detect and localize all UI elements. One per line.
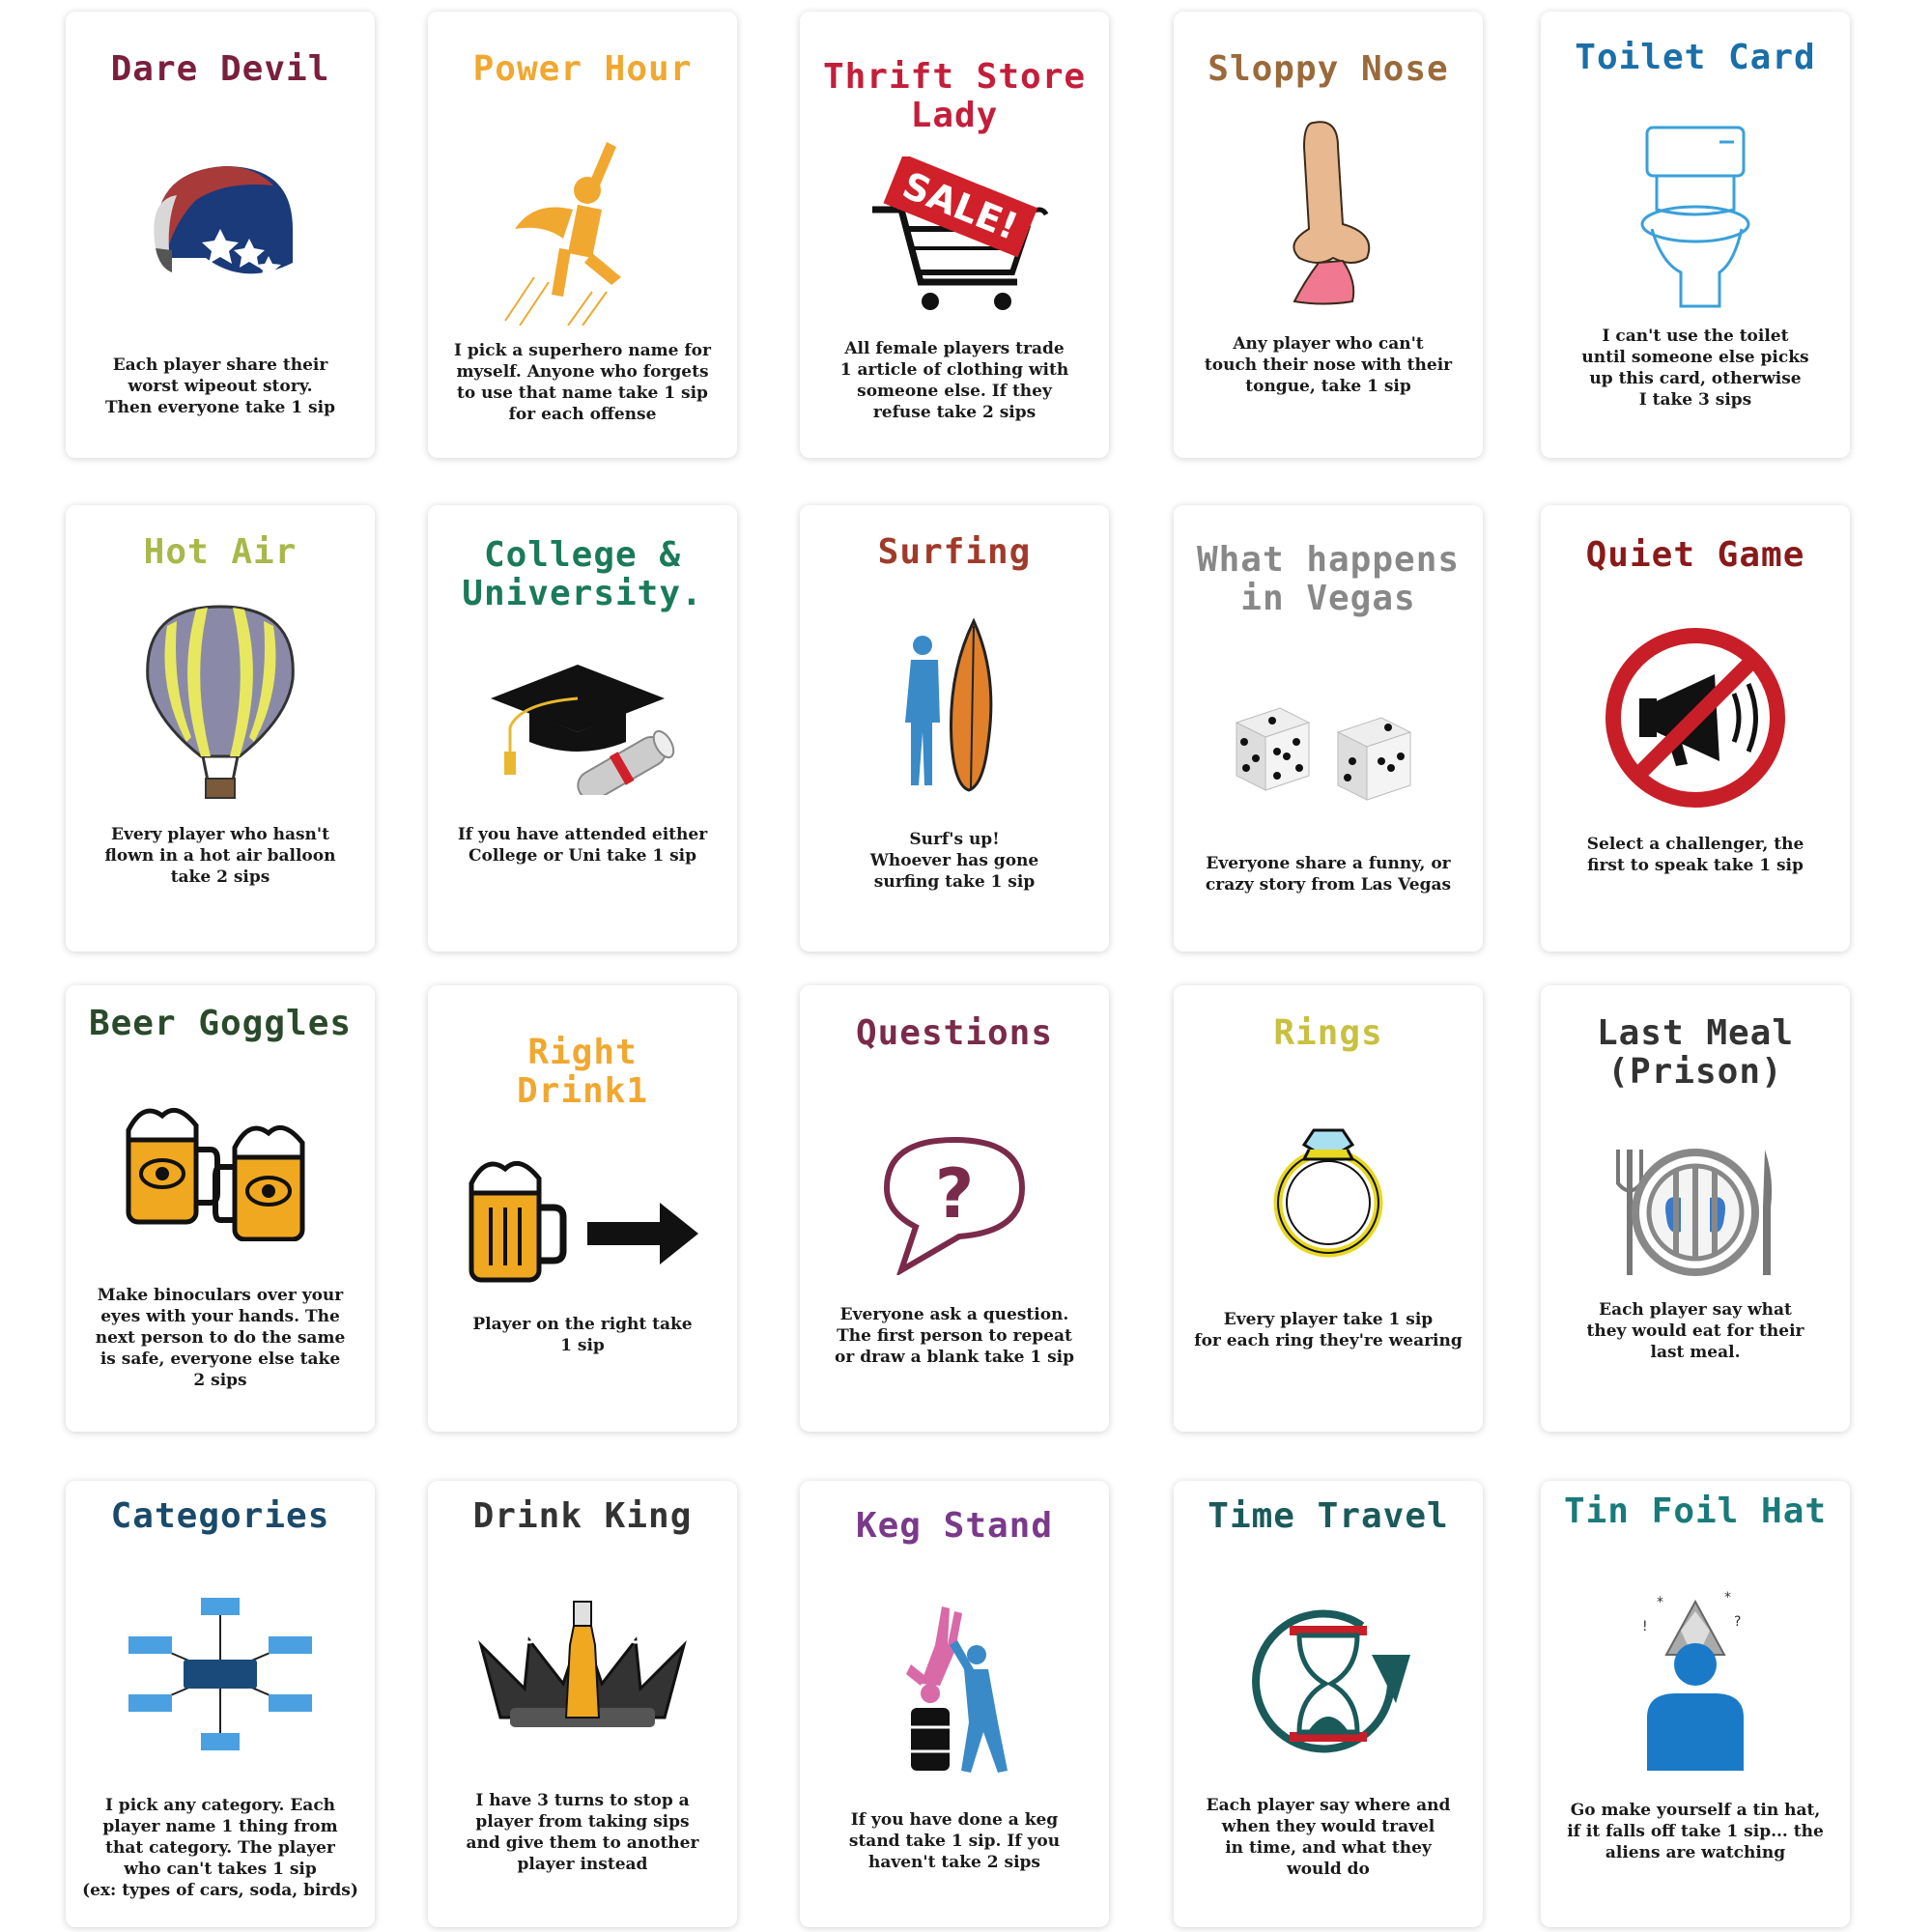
card-title: Right Drink1 [516,1033,649,1111]
svg-text:!: ! [1642,1619,1648,1634]
mind-map-icon [124,1592,317,1760]
crown-bottle-icon [471,1597,694,1746]
card-description: Select a challenger, the first to speak take 1 sip [1586,835,1804,875]
card-title: Time Travel [1208,1496,1449,1536]
game-card [1541,505,1850,952]
card-description: Make binoculars over your eyes with your hands. The next person to do the same is safe, everyone else take 2 sips [95,1286,346,1390]
ring-icon [1261,1101,1396,1269]
game-card [1541,12,1850,458]
card-title: Toilet Card [1575,38,1816,77]
game-card [66,505,375,952]
card-description: Any player who can't touch their nose with their tongue, take 1 sip [1204,334,1453,396]
game-card [66,12,375,458]
game-card [1541,1481,1850,1927]
game-card [428,985,737,1432]
game-card [1174,505,1483,952]
card-title: Drink King [472,1496,693,1536]
game-card [1174,12,1483,458]
game-card [1541,985,1850,1432]
question-bubble-icon [877,1130,1032,1279]
svg-text:*: * [1724,1590,1731,1605]
superhero-icon [496,132,669,329]
card-description: I pick a superhero name for myself. Anyone who forgets to use that name take 1 sip for each offense [454,341,711,424]
card-description: I pick any category. Each player name 1 thing from that category. The player who can't takes 1 sip (ex: types of cars, soda, birds) [82,1796,358,1900]
card-description: Each player say what they would eat for their last meal. [1586,1300,1804,1362]
card-title: Categories [110,1496,330,1536]
svg-text:?: ? [1734,1614,1742,1630]
card-description: Every player who hasn't flown in a hot air balloon take 2 sips [104,825,336,887]
card-description: I have 3 turns to stop a player from taking sips and give them to another player instead [466,1791,699,1874]
game-card [428,12,737,458]
card-title: Keg Stand [855,1506,1054,1546]
keg-stand-icon [892,1597,1017,1784]
game-card [66,1481,375,1927]
graduation-cap-icon [481,660,684,799]
card-description: Each player share their worst wipeout story. Then everyone take 1 sip [105,355,335,417]
svg-text:?: ? [934,1154,975,1234]
hot-air-balloon-icon [138,602,302,809]
game-card [800,985,1109,1432]
card-title: Questions [855,1013,1054,1053]
card-title: Power Hour [472,49,693,89]
card-description: Each player say where and when they would travel in time, and what they would do [1206,1796,1451,1879]
game-card [800,12,1109,458]
tin-foil-hat-icon [1628,1587,1763,1784]
game-card [1174,1481,1483,1927]
card-title: Sloppy Nose [1208,49,1449,89]
card-description: If you have attended either College or Uni take 1 sip [457,825,708,866]
card-description: Every player take 1 sip for each ring they're wearing [1194,1310,1463,1350]
card-title: Dare Devil [110,49,330,89]
nose-icon [1265,118,1391,315]
card-title: Thrift Store Lady [822,57,1087,135]
svg-text:*: * [1657,1595,1663,1610]
card-description: Surf's up! Whoever has gone surfing take 1 sip [869,830,1039,892]
beer-arrow-icon [462,1154,703,1293]
card-title: Last Meal (Prison) [1596,1013,1795,1092]
game-card [800,505,1109,952]
card-title: Beer Goggles [88,1004,353,1043]
game-card [66,985,375,1432]
card-title: What happens in Vegas [1196,540,1461,618]
card-title: Quiet Game [1585,535,1805,575]
card-description: All female players trade 1 article of clothing with someone else. If they refuse take 2 sips [839,339,1069,422]
beer-goggles-icon [119,1096,322,1245]
prison-plate-icon [1608,1140,1782,1289]
card-description: I can't use the toilet until someone else picks up this card, otherwise I take 3 sips [1581,327,1809,410]
card-description: Everyone ask a question. The first person to repeat or draw a blank take 1 sip [834,1305,1075,1367]
game-card [1174,985,1483,1432]
game-card [428,505,737,952]
card-title: Hot Air [143,532,298,572]
toilet-icon [1628,118,1763,315]
card-title: Rings [1273,1013,1383,1053]
card-title: Tin Foil Hat [1563,1492,1828,1531]
card-title: College & University. [462,535,703,613]
card-title: Surfing [877,532,1032,572]
dice-icon [1227,698,1430,809]
card-description: Go make yourself a tin hat, if it falls off take 1 sip... the aliens are watching [1567,1801,1824,1862]
shopping-cart-icon [858,156,1051,334]
svg-text:SALE!: SALE! [896,163,1024,248]
game-card [800,1481,1109,1927]
helmet-icon [138,142,302,310]
hourglass-icon [1236,1597,1420,1775]
surfer-icon [901,616,1008,804]
card-description: Player on the right take 1 sip [472,1315,693,1355]
card-description: Everyone share a funny, or crazy story from Las Vegas [1205,854,1452,895]
no-megaphone-icon [1599,621,1792,818]
game-card [428,1481,737,1927]
card-description: If you have done a keg stand take 1 sip. If you haven't take 2 sips [848,1810,1061,1872]
